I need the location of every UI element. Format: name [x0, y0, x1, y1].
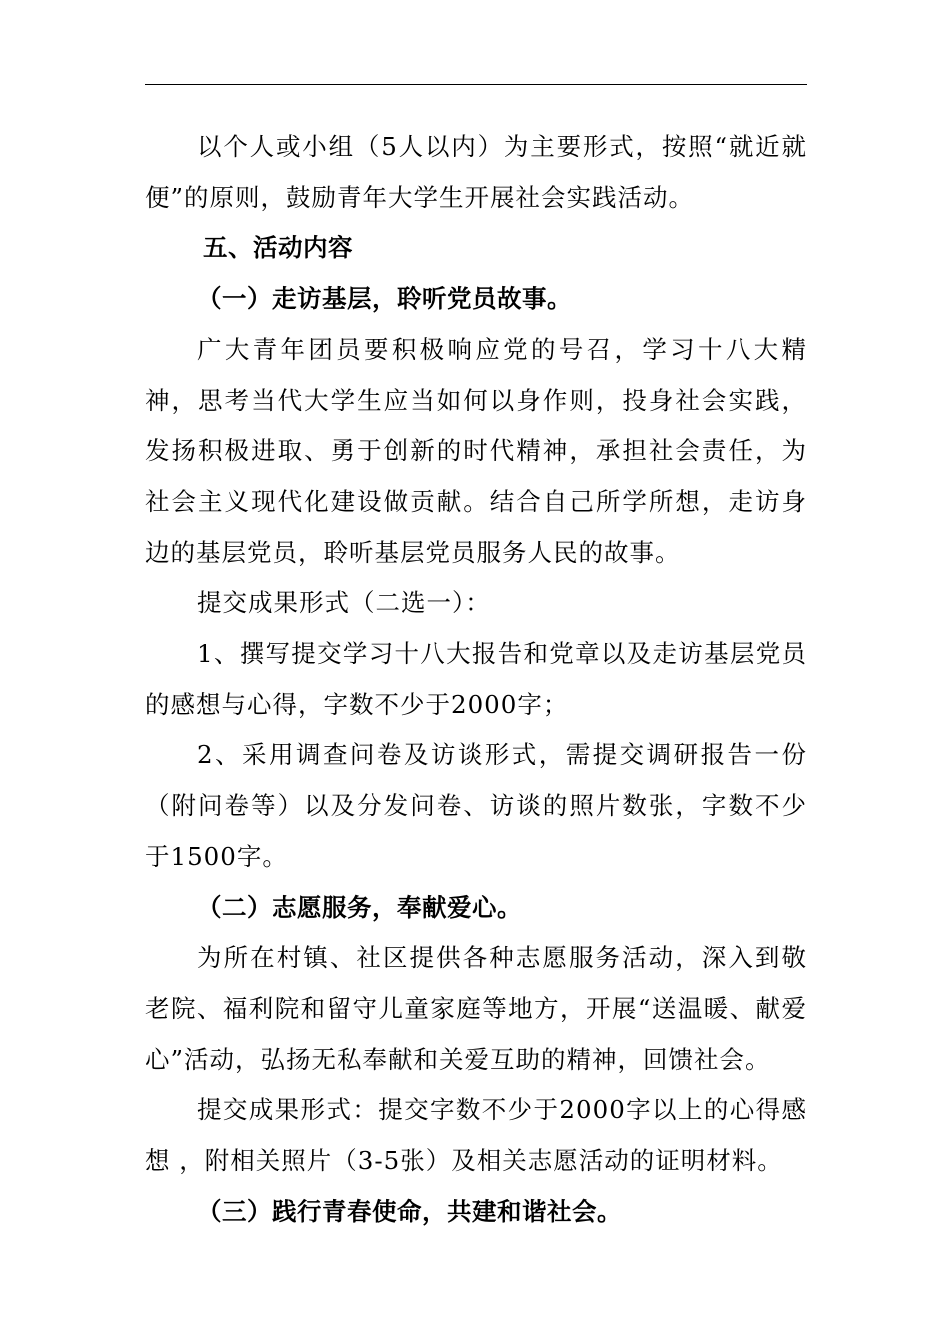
subheading-visit-grassroots: （一）走访基层，聆听党员故事。: [197, 284, 572, 314]
section-heading-activity-content: 五、活动内容: [203, 233, 353, 263]
paragraph-practice-form: 以个人或小组（5人以内）为主要形式，按照“就近就便”的原则，鼓励青年大学生开展社会实践活动。: [145, 132, 807, 212]
subheading-volunteer-service: （二）志愿服务，奉献爱心。: [197, 892, 522, 922]
list-item-option-1: 1、撰写提交学习十八大报告和党章以及走访基层党员的感想与心得，字数不少于2000字；: [145, 639, 807, 719]
paragraph-volunteer-description: 为所在村镇、社区提供各种志愿服务活动，深入到敬老院、福利院和留守儿童家庭等地方，开展“送温暖、献爱心”活动，弘扬无私奉献和关爱互助的精神，回馈社会。: [145, 943, 807, 1074]
paragraph-submission-form-1: 提交成果形式（二选一）：: [197, 588, 491, 618]
paragraph-submission-form-2: 提交成果形式：提交字数不少于2000字以上的心得感想 ，附相关照片（3-5张）及相关志愿活动的证明材料。: [145, 1095, 807, 1176]
header-rule: [145, 84, 807, 85]
paragraph-visit-description: 广大青年团员要积极响应党的号召，学习十八大精神，思考当代大学生应当如何以身作则，投身社会实践，发扬积极进取、勇于创新的时代精神，承担社会责任，为社会主义现代化建设做贡献。结合自己所学所想，走访身边的基层党员，聆听基层党员服务人民的故事。: [145, 334, 807, 567]
document-body: [145, 122, 807, 1237]
list-item-option-2: 2、采用调查问卷及访谈形式，需提交调研报告一份（附问卷等）以及分发问卷、访谈的照片数张，字数不少于1500字。: [145, 740, 807, 871]
subheading-youth-mission: （三）践行青春使命，共建和谐社会。: [197, 1196, 622, 1226]
